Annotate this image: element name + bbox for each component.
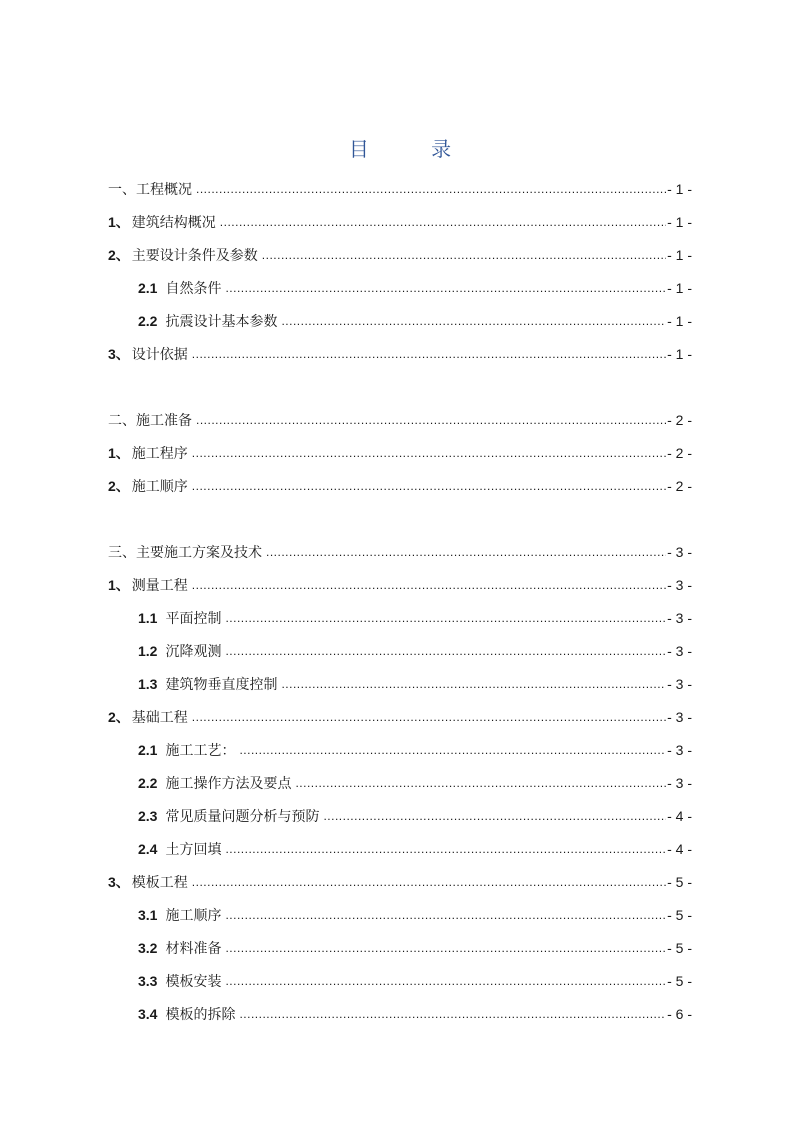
toc-entry-label: 模板的拆除 bbox=[165, 1006, 236, 1023]
toc-entry-number: 2.3 bbox=[138, 807, 158, 824]
toc-entry-label: 施工顺序 bbox=[131, 478, 188, 495]
toc-entry-page-number: - 5 - bbox=[667, 873, 692, 890]
toc-entry[interactable] bbox=[108, 403, 692, 436]
toc-entry-page-number: - 2 - bbox=[667, 477, 692, 494]
toc-entry-label: 一、工程概况 bbox=[108, 181, 192, 198]
toc-entry[interactable] bbox=[108, 634, 692, 667]
toc-leader-dots bbox=[196, 182, 666, 196]
toc-entry-page-number: - 3 - bbox=[667, 774, 692, 791]
toc-entry[interactable] bbox=[108, 238, 692, 271]
toc-leader-dots bbox=[266, 545, 666, 559]
toc-leader-dots bbox=[192, 578, 666, 592]
toc-entry[interactable] bbox=[108, 568, 692, 601]
toc-entry-page-number: - 3 - bbox=[667, 708, 692, 725]
toc-entry-number: 1、 bbox=[108, 444, 130, 461]
toc-entry-page-number: - 3 - bbox=[667, 609, 692, 626]
toc-entry-label: 测量工程 bbox=[131, 577, 188, 594]
toc-entry-label: 自然条件 bbox=[165, 280, 222, 297]
toc-entry-number: 1、 bbox=[108, 576, 130, 593]
toc-entry-label: 沉降观测 bbox=[165, 643, 222, 660]
toc-entry-page-number: - 3 - bbox=[667, 543, 692, 560]
toc-entry[interactable] bbox=[108, 700, 692, 733]
toc-entry-label: 平面控制 bbox=[165, 610, 222, 627]
section-gap bbox=[108, 502, 692, 535]
toc-entry[interactable] bbox=[108, 535, 692, 568]
toc-entry-number: 3、 bbox=[108, 345, 130, 362]
toc-entry[interactable] bbox=[108, 304, 692, 337]
toc-entry-label: 设计依据 bbox=[131, 346, 188, 363]
toc-entry-label: 施工工艺： bbox=[165, 742, 236, 759]
toc-entry-page-number: - 5 - bbox=[667, 939, 692, 956]
toc-entry[interactable] bbox=[108, 337, 692, 370]
toc-entry-page-number: - 4 - bbox=[667, 840, 692, 857]
toc-entry-page-number: - 3 - bbox=[667, 675, 692, 692]
toc-entry[interactable] bbox=[108, 205, 692, 238]
toc-entry-number: 1.2 bbox=[138, 642, 158, 659]
toc-entry-page-number: - 1 - bbox=[667, 345, 692, 362]
toc-entry-number: 2、 bbox=[108, 477, 130, 494]
toc-entry-page-number: - 3 - bbox=[667, 576, 692, 593]
toc-entry-label: 建筑结构概况 bbox=[131, 214, 216, 231]
toc-entry[interactable] bbox=[108, 832, 692, 865]
toc-leader-dots bbox=[220, 215, 666, 229]
toc-entry[interactable] bbox=[108, 997, 692, 1030]
toc-entry-page-number: - 5 - bbox=[667, 972, 692, 989]
toc-leader-dots bbox=[192, 875, 666, 889]
toc-leader-dots bbox=[225, 842, 666, 856]
toc-entry-number: 2.2 bbox=[138, 312, 158, 329]
toc-title: 目 录 bbox=[348, 137, 480, 161]
toc-entry[interactable] bbox=[108, 964, 692, 997]
toc-entry-label: 常见质量问题分析与预防 bbox=[165, 808, 320, 825]
toc-entry-page-number: - 4 - bbox=[667, 807, 692, 824]
toc-entry[interactable] bbox=[108, 931, 692, 964]
toc-entry-page-number: - 2 - bbox=[667, 411, 692, 428]
toc-entry-number: 3.4 bbox=[138, 1005, 158, 1022]
toc-entry-page-number: - 1 - bbox=[667, 213, 692, 230]
toc-entry-page-number: - 2 - bbox=[667, 444, 692, 461]
toc-entry[interactable] bbox=[108, 436, 692, 469]
toc-entry-label: 施工操作方法及要点 bbox=[165, 775, 292, 792]
toc-entry[interactable] bbox=[108, 469, 692, 502]
toc-entry-label: 材料准备 bbox=[165, 940, 222, 957]
toc-entry-number: 2、 bbox=[108, 246, 130, 263]
toc-entry[interactable] bbox=[108, 733, 692, 766]
toc-entry-number: 2.4 bbox=[138, 840, 158, 857]
toc-entry-label: 施工程序 bbox=[131, 445, 188, 462]
toc-entry-number: 2.1 bbox=[138, 279, 158, 296]
toc-leader-dots bbox=[262, 248, 666, 262]
toc-leader-dots bbox=[192, 479, 666, 493]
toc-entry-label: 抗震设计基本参数 bbox=[165, 313, 278, 330]
toc-entry-number: 3.2 bbox=[138, 939, 158, 956]
toc-entry-page-number: - 3 - bbox=[667, 642, 692, 659]
toc-entry-page-number: - 1 - bbox=[667, 180, 692, 197]
toc-entry-label: 主要设计条件及参数 bbox=[131, 247, 258, 264]
toc-entry-label: 模板工程 bbox=[131, 874, 188, 891]
toc-entry[interactable] bbox=[108, 271, 692, 304]
toc-entry-label: 模板安装 bbox=[165, 973, 222, 990]
toc-entry[interactable] bbox=[108, 601, 692, 634]
toc-entry-number: 1、 bbox=[108, 213, 130, 230]
toc-entry-label: 二、施工准备 bbox=[108, 412, 192, 429]
toc-leader-dots bbox=[225, 281, 666, 295]
toc-leader-dots bbox=[281, 314, 666, 328]
toc-entry-number: 1.1 bbox=[138, 609, 158, 626]
toc-leader-dots bbox=[323, 809, 666, 823]
toc-leader-dots bbox=[192, 347, 666, 361]
toc-entry-number: 2、 bbox=[108, 708, 130, 725]
toc-entry-number: 3、 bbox=[108, 873, 130, 890]
toc-entry-page-number: - 5 - bbox=[667, 906, 692, 923]
toc-entry-label: 建筑物垂直度控制 bbox=[165, 676, 278, 693]
toc-leader-dots bbox=[239, 1007, 666, 1021]
toc-entry-page-number: - 6 - bbox=[667, 1005, 692, 1022]
toc-entry-number: 3.1 bbox=[138, 906, 158, 923]
toc-leader-dots bbox=[192, 446, 666, 460]
toc-entry[interactable] bbox=[108, 898, 692, 931]
toc-leader-dots bbox=[225, 941, 666, 955]
toc-entry-number: 3.3 bbox=[138, 972, 158, 989]
toc-entry-number: 2.1 bbox=[138, 741, 158, 758]
toc-leader-dots bbox=[225, 908, 666, 922]
toc-entry[interactable] bbox=[108, 667, 692, 700]
toc-entry[interactable] bbox=[108, 766, 692, 799]
toc-leader-dots bbox=[196, 413, 666, 427]
toc-entry[interactable] bbox=[108, 172, 692, 205]
toc-leader-dots bbox=[192, 710, 666, 724]
toc-entry-page-number: - 1 - bbox=[667, 279, 692, 296]
toc-entry-label: 基础工程 bbox=[131, 709, 188, 726]
toc-entry-page-number: - 3 - bbox=[667, 741, 692, 758]
section-gap bbox=[108, 370, 692, 403]
toc-leader-dots bbox=[281, 677, 666, 691]
toc-entry-label: 土方回填 bbox=[165, 841, 222, 858]
toc-leader-dots bbox=[225, 644, 666, 658]
table-of-contents bbox=[108, 172, 692, 1030]
toc-entry-number: 2.2 bbox=[138, 774, 158, 791]
toc-leader-dots bbox=[225, 611, 666, 625]
toc-entry-number: 1.3 bbox=[138, 675, 158, 692]
toc-leader-dots bbox=[225, 974, 666, 988]
toc-entry-label: 施工顺序 bbox=[165, 907, 222, 924]
toc-leader-dots bbox=[239, 743, 666, 757]
toc-entry-page-number: - 1 - bbox=[667, 246, 692, 263]
toc-entry-label: 三、主要施工方案及技术 bbox=[108, 544, 262, 561]
toc-leader-dots bbox=[295, 776, 666, 790]
toc-entry-page-number: - 1 - bbox=[667, 312, 692, 329]
toc-entry[interactable] bbox=[108, 799, 692, 832]
toc-entry[interactable] bbox=[108, 865, 692, 898]
